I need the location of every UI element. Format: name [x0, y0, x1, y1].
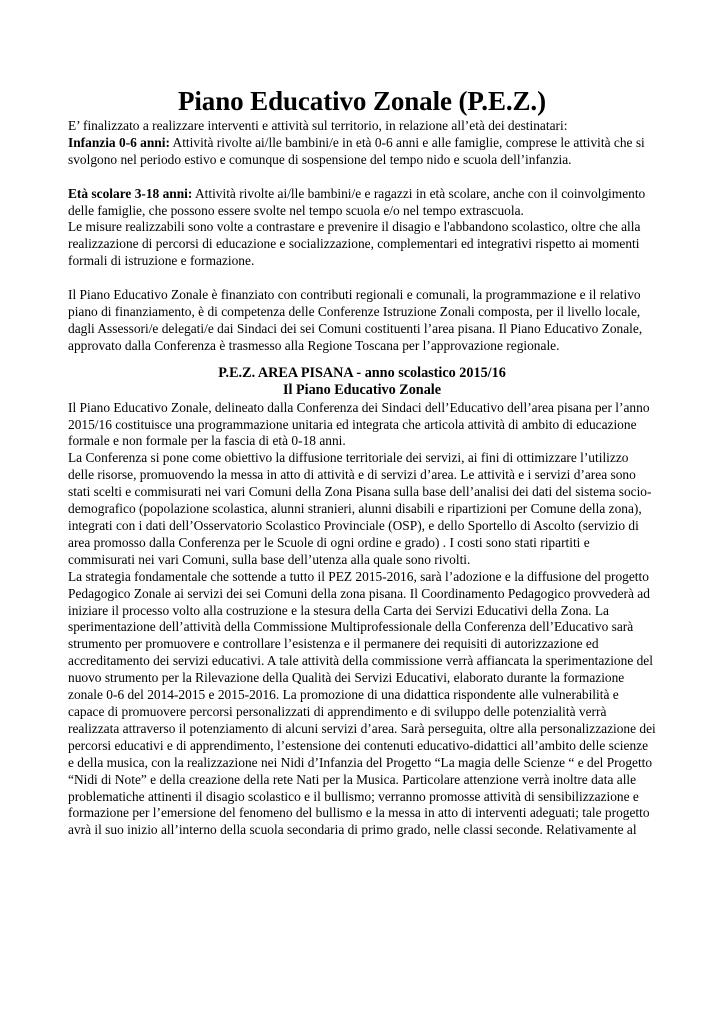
intro-paragraph: E’ finalizzato a realizzare interventi e attività sul territorio, in relazione all’età dei destinatari:: [68, 118, 568, 133]
section-title: P.E.Z. AREA PISANA - anno scolastico 2015/16: [218, 364, 506, 381]
infanzia-paragraph: [68, 135, 656, 169]
finanziamento-paragraph: Il Piano Educativo Zonale è finanziato con contributi regionali e comunali, la programmazione e il relativo piano di finanziamento, è di competenza delle Conferenze Istruzione Zonali composta, per il livello locale, dagli Assessori/e delegati/e dai Sindaci dei sei Comuni costituenti l’area pisana. Il Piano Educativo Zonale, approvato dalla Conferenza è trasmesso alla Regione Toscana per l’approvazione regionale.: [68, 287, 643, 353]
scolare-label: Età scolare 3-18 anni:: [68, 185, 193, 201]
document-page: [68, 84, 656, 839]
spacer: [68, 270, 656, 287]
misure-paragraph: Le misure realizzabili sono volte a contrastare e prevenire il disagio e l'abbandono scolastico, oltre che alla realizzazione di percorsi di educazione e socializzazione, complementari ed integrativi rispetto ai momenti formali di istruzione e formazione.: [68, 219, 641, 269]
body-paragraph-3: La strategia fondamentale che sottende a tutto il PEZ 2015-2016, sarà l’adozione e la diffusione del progetto Pedagogico Zonale ai servizi dei sei Comuni della zona pisana. Il Coordinamento Pedagogico provvederà ad iniziare il processo volto alla costruzione e la stesura della Carta dei Servizi Educativi della Zona. La sperimentazione dell’attività della Commissione Multiprofessionale della Conferenza dell’Educativo sarà strumento per promuovere e controllare l’esistenza e il permanere dei requisiti di autorizzazione ed accreditamento dei servizi educativi. A tale attività della commissione verrà affiancata la sperimentazione del nuovo strumento per la Rilevazione della Qualità dei Servizi Educativi, elaborato durante la formazione zonale 0-6 del 2014-2015 e 2015-2016. La promozione di una didattica rispondente alle vulnerabilità e capace di promuovere percorsi personalizzati di apprendimento e di sviluppo delle potenzialità verrà realizzata attraverso il potenziamento di alcuni servizi d’area. Sarà perseguita, oltre alla personalizzazione dei percorsi educativi e di apprendimento, l’estensione dei contenuti educativo-didattici all’ambito delle scienze e della musica, con la realizzazione nei Nidi d’Infanzia del Progetto “La magia delle Scienze “ e del Progetto “Nidi di Note” e della creazione della rete Nati per la Musica. Particolare attenzione verrà inoltre data alle problematiche attinenti il disagio scolastico e il bullismo; verranno promosse attività di sensibilizzazione e formazione per l’emersione del fenomeno del bullismo e la messa in atto di interventi adeguati; tale progetto avrà il suo inizio all’interno della scuola secondaria di primo grado, nelle classi seconde. Relativamente al: [68, 568, 656, 838]
body-paragraph-1: Il Piano Educativo Zonale, delineato dalla Conferenza dei Sindaci dell’Educativo dell’area pisana per l’anno 2015/16 costituisce una programmazione unitaria ed integrata che articola attività di ambito di educazione formale e non formale per la fascia di età 0-18 anni.: [68, 399, 650, 449]
section-subtitle: Il Piano Educativo Zonale: [282, 382, 442, 399]
body-paragraph-2: La Conferenza si pone come obiettivo la diffusione territoriale dei servizi, ai fini di ottimizzare l’utilizzo delle risorse, promuovendo la messa in atto di attività e di servizi d’area. Le attività e i servizi d’area sono stati scelti e commisurati nei vari Comuni della Zona Pisana sulla base dell’analisi dei dati del sistema socio-demografico (popolazione scolastica, alunni stranieri, alunni disabili e ripartizioni per Comune della zona), integrati con i dati dell’Osservatorio Scolastico Provinciale (OSP), e dello Sportello di Ascolto (servizio di area promosso dalla Conferenza per le Scuole di ogni ordine e grado) . I costi sono stati ripartiti e commisurati nei vari Comuni, sulla base dell’utenza alla quale sono rivolti.: [68, 450, 652, 567]
scolare-text: Attività rivolte ai/lle bambini/e e ragazzi in età scolare, anche con il coinvolgimento delle famiglie, che possono essere svolte nel tempo scuola e/o nel tempo extrascuola.: [68, 185, 646, 218]
spacer: [68, 169, 656, 186]
scolare-paragraph: [68, 186, 656, 220]
page-title: Piano Educativo Zonale (P.E.Z.): [178, 86, 546, 116]
infanzia-label: Infanzia 0-6 anni:: [68, 134, 170, 150]
infanzia-text: Attività rivolte ai/lle bambini/e in età 0-6 anni e alle famiglie, comprese le attività che si svolgono nel periodo estivo e comunque di sospensione del tempo nido e scuola dell’infanzia.: [68, 134, 645, 167]
